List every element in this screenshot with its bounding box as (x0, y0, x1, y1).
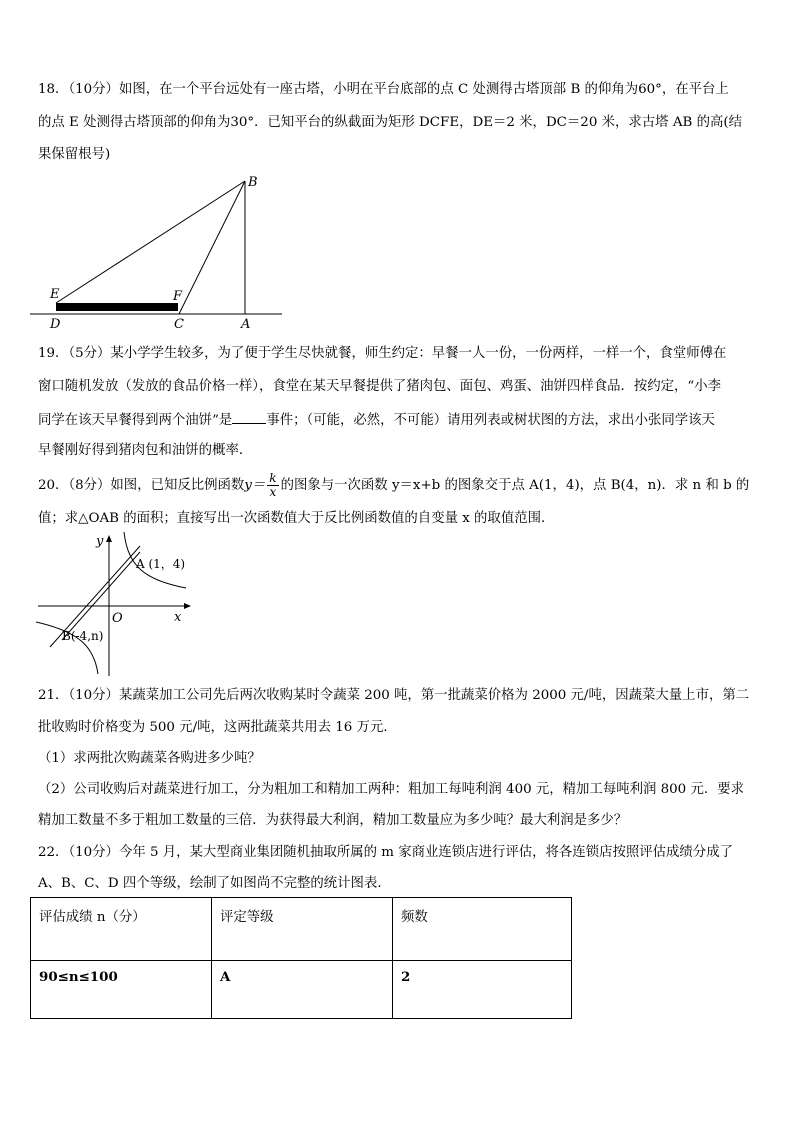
label-A: A (241, 317, 251, 332)
label-F: F (173, 289, 183, 304)
q19-line-2: 窗口随机发放（发放的食品价格一样），食堂在某天早餐提供了猪肉包、面包、鸡蛋、油饼四样食品．按约定，“小李 (38, 379, 722, 394)
q20-intro-rest: 的图象与一次函数 y＝x+b 的图象交于点 A(1，4)，点 B(4，n)．求 n 和 b 的 (280, 478, 750, 493)
q18-line-2: 的点 E 处测得古塔顶部的仰角为30°．已知平台的纵截面为矩形 DCFE，DE＝2 米，DC＝20 米，求古塔 AB 的高(结 (38, 115, 742, 130)
grade-frequency-table (30, 897, 572, 1019)
q20-line-1 (38, 472, 749, 499)
q19-line-4: 早餐刚好得到猪肉包和油饼的概率． (38, 443, 253, 458)
table-cell: A (212, 961, 393, 1019)
table-header-row (31, 898, 572, 961)
q20-y-eq: y＝ (244, 478, 266, 493)
q19-line-3 (38, 409, 715, 431)
q21-line-1: 21．（10分）某蔬菜加工公司先后两次收购某时令蔬菜 200 吨，第一批蔬菜价格为 2000 元/吨，因蔬菜大量上市，第二 (38, 688, 750, 703)
label-C: C (174, 317, 184, 332)
q20-line-2: 值；求△OAB 的面积；直接写出一次函数值大于反比例函数值的自变量 x 的取值范围． (38, 511, 555, 526)
origin-label: O (112, 611, 123, 626)
q21-sub-1: （1）求两批次购蔬菜各购进多少吨？ (38, 751, 261, 766)
table-cell: 90≤n≤100 (31, 961, 212, 1019)
label-D: D (50, 317, 61, 332)
q18-line-1: 18．（10分）如图，在一个平台远处有一座古塔，小明在平台底部的点 C 处测得古塔顶部 B 的仰角为60°，在平台上 (38, 82, 729, 97)
q19-line-1: 19．（5分）某小学学生较多，为了便于学生尽快就餐，师生约定：早餐一人一份，一份两样，一样一个，食堂师傅在 (38, 346, 727, 361)
k-over-x-fraction: $\frac{k}{x}$ (269, 471, 277, 499)
q20-intro: 20．（8分）如图，已知反比例函数 (38, 478, 245, 493)
point-B-label: B(-4,n) (62, 629, 104, 643)
answer-blank[interactable] (232, 409, 266, 424)
label-E: E (50, 287, 60, 302)
q19-line-3-before: 同学在该天早餐得到两个油饼”是 (38, 413, 233, 428)
q21-line-2: 批收购时价格变为 500 元/吨，这两批蔬菜共用去 16 万元． (38, 720, 397, 735)
table-header-cell: 频数 (393, 898, 572, 961)
table-header-cell: 评定等级 (212, 898, 393, 961)
table-row (31, 961, 572, 1019)
q19-line-3-after: 事件；（可能，必然，不可能）请用列表或树状图的方法，求出小张同学该天 (266, 413, 715, 428)
axis-x-label: x (174, 610, 182, 625)
q18-tower-figure (30, 168, 300, 333)
table-cell: 2 (393, 961, 572, 1019)
q18-line-3: 果保留根号) (38, 147, 111, 162)
table-header-cell: 评估成绩 n（分） (31, 898, 212, 961)
q21-sub-2-line-2: 精加工数量不多于粗加工数量的三倍．为获得最大利润，精加工数量应为多少吨？最大利润是多少？ (38, 813, 628, 828)
axis-y-label: y (96, 534, 104, 549)
q22-line-1: 22．（10分）今年 5 月，某大型商业集团随机抽取所属的 m 家商业连锁店进行评估，将各连锁店按照评估成绩分成了 (38, 845, 733, 860)
point-A-label: A (1，4) (136, 557, 186, 571)
q21-sub-2-line-1: （2）公司收购后对蔬菜进行加工，分为粗加工和精加工两种：粗加工每吨利润 400 元，精加工每吨利润 800 元．要求 (38, 782, 745, 797)
label-B: B (248, 175, 258, 190)
q22-line-2: A、B、C、D 四个等级，绘制了如图尚不完整的统计图表． (38, 876, 391, 891)
q20-function-graph (36, 532, 196, 678)
